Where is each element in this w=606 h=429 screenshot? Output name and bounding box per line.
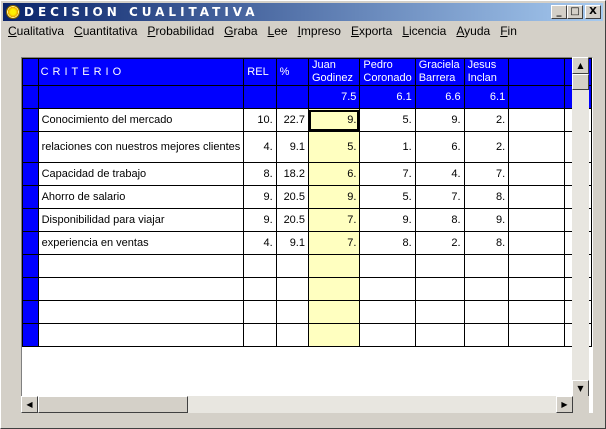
cell-pct[interactable]: 20.5: [276, 186, 308, 209]
row-header[interactable]: [23, 186, 39, 209]
row-header[interactable]: [23, 324, 39, 347]
header-pct: %: [276, 59, 308, 86]
cell-empty[interactable]: [509, 232, 565, 255]
cell-empty[interactable]: [415, 324, 464, 347]
totals-label: [38, 86, 244, 109]
cell-empty[interactable]: [308, 255, 359, 278]
cell-empty[interactable]: [464, 255, 509, 278]
cell-empty[interactable]: [244, 255, 276, 278]
cell-candidate-3[interactable]: 6.: [415, 132, 464, 163]
cell-candidate-4[interactable]: 2.: [464, 109, 509, 132]
row-header[interactable]: [23, 109, 39, 132]
header-candidate-2: Pedro Coronado: [360, 59, 415, 86]
vertical-scrollbar[interactable]: [572, 57, 589, 397]
cell-empty[interactable]: [509, 301, 565, 324]
cell-empty[interactable]: [308, 278, 359, 301]
sun-icon: [6, 5, 20, 19]
cell-rel[interactable]: 10.: [244, 109, 276, 132]
cell-candidate-2[interactable]: 7.: [360, 163, 415, 186]
cell-empty[interactable]: [509, 255, 565, 278]
table-row: [23, 209, 592, 232]
cell-pct[interactable]: 20.5: [276, 209, 308, 232]
cell-empty[interactable]: [244, 324, 276, 347]
menu-bar: [3, 22, 522, 40]
cell-empty[interactable]: [509, 163, 565, 186]
cell-candidate-1[interactable]: 7.: [308, 209, 359, 232]
header-empty: [509, 59, 565, 86]
cell-rel[interactable]: 9.: [244, 186, 276, 209]
empty-row: [23, 301, 592, 324]
table-row: [23, 109, 592, 132]
cell-criterio[interactable]: Disponibilidad para viajar: [38, 209, 244, 232]
cell-empty[interactable]: [464, 324, 509, 347]
empty-row: [23, 324, 592, 347]
menu-licencia[interactable]: Licencia: [402, 24, 447, 38]
cell-empty[interactable]: [244, 278, 276, 301]
minimize-button[interactable]: _: [551, 5, 567, 19]
total-candidate-2: 6.1: [360, 86, 415, 109]
menu-graba[interactable]: Graba: [224, 24, 258, 38]
totals-row: [23, 86, 592, 109]
scroll-up-button[interactable]: ▲: [572, 57, 589, 74]
cell-empty[interactable]: [509, 209, 565, 232]
header-rel: REL: [244, 59, 276, 86]
cell-rel[interactable]: 9.: [244, 209, 276, 232]
cell-empty[interactable]: [276, 324, 308, 347]
vertical-scroll-thumb[interactable]: [572, 74, 589, 90]
maximize-button[interactable]: □: [567, 5, 583, 19]
totals-empty: [509, 86, 565, 109]
header-candidate-4: Jesus Inclan: [464, 59, 509, 86]
total-candidate-4: 6.1: [464, 86, 509, 109]
table-row: [23, 232, 592, 255]
cell-empty[interactable]: [509, 132, 565, 163]
cell-empty[interactable]: [509, 278, 565, 301]
cell-criterio[interactable]: relaciones con nuestros mejores clientes: [38, 132, 244, 163]
scrollbar-corner: [573, 396, 589, 413]
cell-candidate-1[interactable]: 9.: [308, 186, 359, 209]
totals-pct: [276, 86, 308, 109]
empty-row: [23, 278, 592, 301]
cell-candidate-2[interactable]: 8.: [360, 232, 415, 255]
cell-candidate-4[interactable]: 8.: [464, 186, 509, 209]
menu-fin[interactable]: Fin: [500, 24, 517, 38]
cell-candidate-4[interactable]: 8.: [464, 232, 509, 255]
table-row: [23, 186, 592, 209]
cell-pct[interactable]: 18.2: [276, 163, 308, 186]
cell-empty[interactable]: [308, 301, 359, 324]
cell-pct[interactable]: 9.1: [276, 132, 308, 163]
menu-exporta[interactable]: Exporta: [350, 24, 393, 38]
title-bar[interactable]: [3, 3, 603, 21]
cell-empty[interactable]: [415, 255, 464, 278]
empty-row: [23, 255, 592, 278]
cell-empty[interactable]: [276, 255, 308, 278]
cell-candidate-1[interactable]: 9.: [308, 109, 359, 132]
header-candidate-1: Juan Godinez: [308, 59, 359, 86]
cell-candidate-2[interactable]: 9.: [360, 209, 415, 232]
row-header: [23, 86, 39, 109]
total-candidate-1: 7.5: [308, 86, 359, 109]
menu-impreso[interactable]: Impreso: [297, 24, 341, 38]
header-criterio: CRITERIO: [38, 59, 244, 86]
cell-empty[interactable]: [509, 186, 565, 209]
cell-empty[interactable]: [276, 278, 308, 301]
cell-rel[interactable]: 4.: [244, 232, 276, 255]
cell-empty[interactable]: [464, 278, 509, 301]
scroll-down-button[interactable]: ▼: [572, 380, 589, 397]
cell-candidate-3[interactable]: 9.: [415, 109, 464, 132]
cell-candidate-3[interactable]: 4.: [415, 163, 464, 186]
cell-empty[interactable]: [464, 301, 509, 324]
cell-empty[interactable]: [360, 278, 415, 301]
cell-empty[interactable]: [509, 109, 565, 132]
header-candidate-3: Graciela Barrera: [415, 59, 464, 86]
cell-empty[interactable]: [38, 255, 244, 278]
window-controls: [551, 5, 601, 19]
cell-empty[interactable]: [415, 301, 464, 324]
cell-criterio[interactable]: Conocimiento del mercado: [38, 109, 244, 132]
row-header[interactable]: [23, 132, 39, 163]
cell-criterio[interactable]: Capacidad de trabajo: [38, 163, 244, 186]
scroll-right-button[interactable]: ▶: [556, 396, 573, 413]
menu-cualitativa[interactable]: Cualitativa: [8, 24, 65, 38]
table-row: [23, 132, 592, 163]
cell-candidate-3[interactable]: 8.: [415, 209, 464, 232]
cell-candidate-3[interactable]: 7.: [415, 186, 464, 209]
row-header[interactable]: [23, 232, 39, 255]
menu-cuantitativa[interactable]: Cuantitativa: [74, 24, 138, 38]
horizontal-scrollbar[interactable]: [21, 396, 573, 413]
cell-criterio[interactable]: Ahorro de salario: [38, 186, 244, 209]
cell-empty[interactable]: [509, 324, 565, 347]
row-header[interactable]: [23, 255, 39, 278]
cell-rel[interactable]: 4.: [244, 132, 276, 163]
cell-empty[interactable]: [38, 278, 244, 301]
decision-grid: [21, 57, 593, 413]
close-button[interactable]: X: [585, 5, 601, 19]
cell-candidate-2[interactable]: 1.: [360, 132, 415, 163]
cell-pct[interactable]: 22.7: [276, 109, 308, 132]
scroll-left-button[interactable]: ◀: [21, 396, 38, 413]
horizontal-scroll-thumb[interactable]: [38, 396, 188, 413]
cell-criterio[interactable]: experiencia en ventas: [38, 232, 244, 255]
row-header[interactable]: [23, 301, 39, 324]
window-title: DECISION CUALITATIVA: [24, 5, 259, 19]
table-row: [23, 163, 592, 186]
cell-empty[interactable]: [38, 324, 244, 347]
cell-candidate-4[interactable]: 7.: [464, 163, 509, 186]
cell-empty[interactable]: [276, 301, 308, 324]
cell-candidate-4[interactable]: 2.: [464, 132, 509, 163]
cell-candidate-4[interactable]: 9.: [464, 209, 509, 232]
menu-ayuda[interactable]: Ayuda: [456, 24, 491, 38]
cell-candidate-1[interactable]: 6.: [308, 163, 359, 186]
cell-empty[interactable]: [244, 301, 276, 324]
cell-candidate-2[interactable]: 5.: [360, 109, 415, 132]
cell-empty[interactable]: [38, 301, 244, 324]
menu-lee[interactable]: Lee: [267, 24, 288, 38]
cell-empty[interactable]: [360, 324, 415, 347]
cell-candidate-2[interactable]: 5.: [360, 186, 415, 209]
cell-candidate-1[interactable]: 5.: [308, 132, 359, 163]
cell-empty[interactable]: [360, 301, 415, 324]
row-header[interactable]: [23, 209, 39, 232]
header-row: [23, 59, 592, 86]
cell-candidate-1[interactable]: 7.: [308, 232, 359, 255]
menu-probabilidad[interactable]: Probabilidad: [147, 24, 215, 38]
cell-empty[interactable]: [415, 278, 464, 301]
cell-pct[interactable]: 9.1: [276, 232, 308, 255]
total-candidate-3: 6.6: [415, 86, 464, 109]
row-header[interactable]: [23, 278, 39, 301]
row-header[interactable]: [23, 163, 39, 186]
cell-empty[interactable]: [360, 255, 415, 278]
totals-rel: [244, 86, 276, 109]
row-header-corner: [23, 59, 39, 86]
cell-candidate-3[interactable]: 2.: [415, 232, 464, 255]
cell-rel[interactable]: 8.: [244, 163, 276, 186]
cell-empty[interactable]: [308, 324, 359, 347]
